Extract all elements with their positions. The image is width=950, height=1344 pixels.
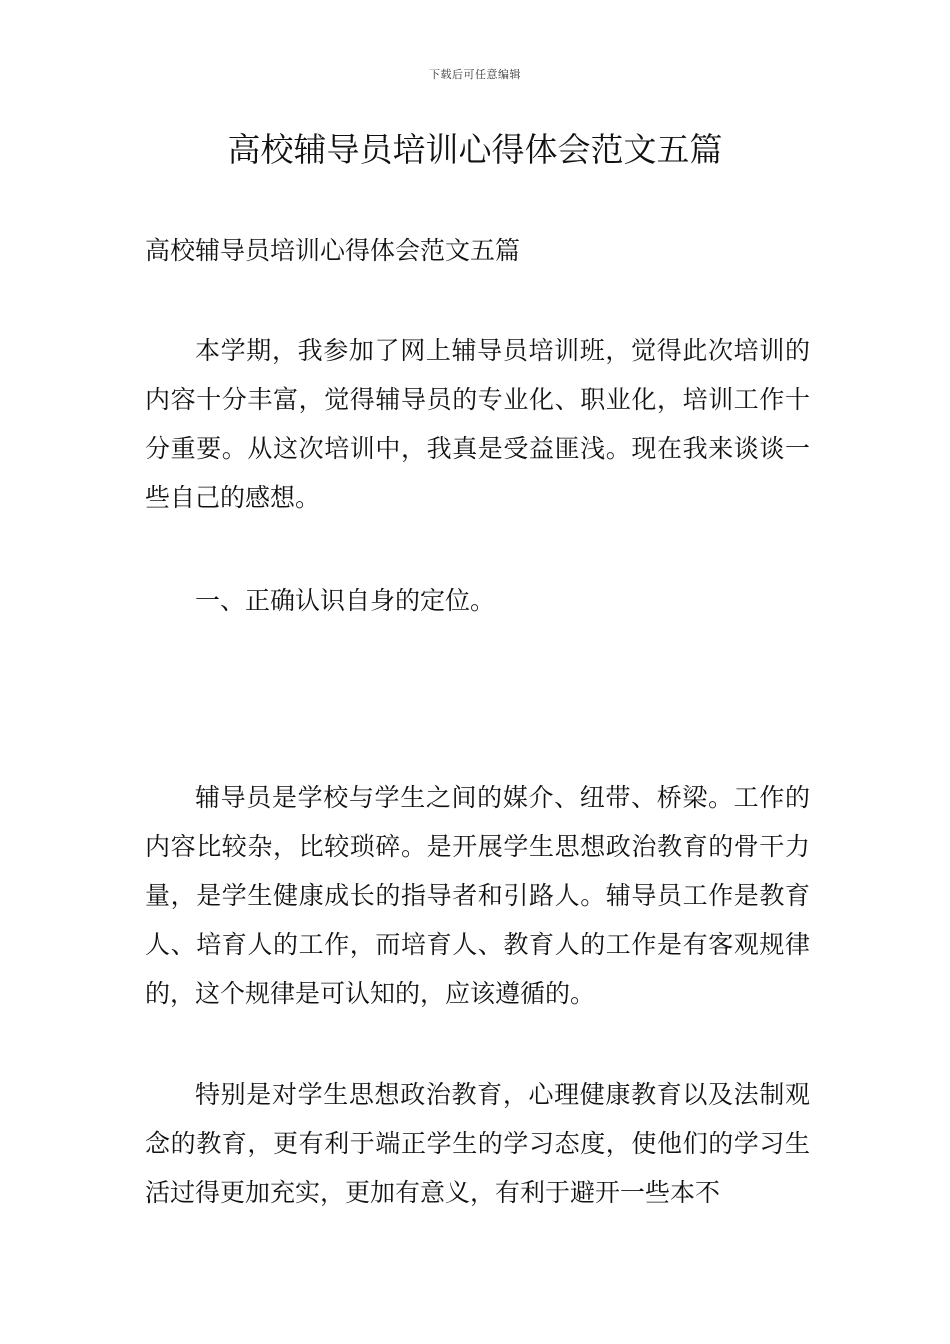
paragraph-body: 特别是对学生思想政治教育，心理健康教育以及法制观念的教育，更有利于端正学生的学习态度，使他们的学习生活过得更加充实，更加有意义，有利于避开一些本不 [145, 1080, 810, 1207]
paragraph-intro: 本学期，我参加了网上辅导员培训班，觉得此次培训的内容十分丰富，觉得辅导员的专业化、职业化，培训工作十分重要。从这次培训中，我真是受益匪浅。现在我来谈谈一些自己的感想。 [145, 336, 810, 512]
header-note: 下载后可任意编辑 [429, 68, 521, 81]
document-title: 高校辅导员培训心得体会范文五篇 [227, 130, 723, 169]
paragraph-body: 辅导员是学校与学生之间的媒介、纽带、桥梁。工作的内容比较杂，比较琐碎。是开展学生思想政治教育的骨干力量，是学生健康成长的指导者和引路人。辅导员工作是教育人、培育人的工作，而培育人、教育人的工作是有客观规律的，这个规律是可认知的，应该遵循的。 [145, 783, 810, 1008]
document-subtitle: 高校辅导员培训心得体会范文五篇 [145, 236, 521, 265]
section-heading: 一、正确认识自身的定位。 [195, 586, 496, 615]
